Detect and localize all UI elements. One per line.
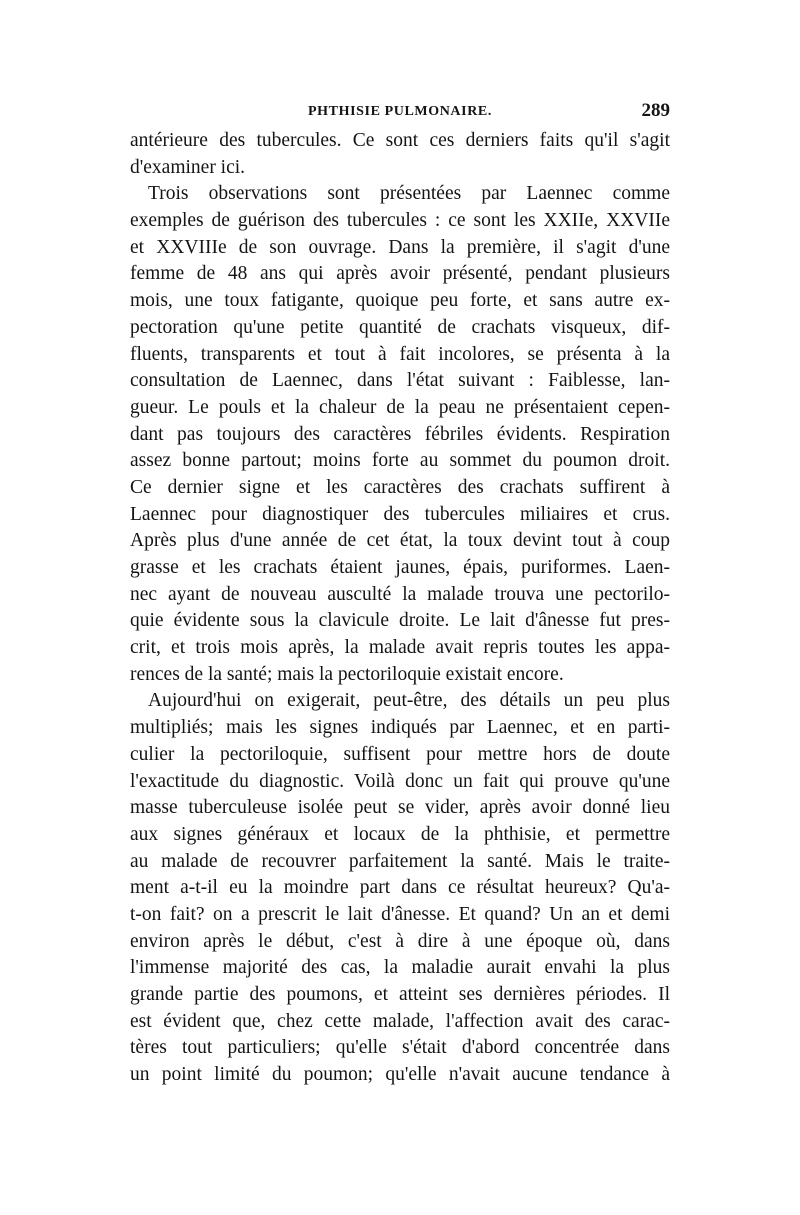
text-line: tères tout particuliers; qu'elle s'était d'abord concentrée dans — [130, 1037, 670, 1059]
text-line: grasse et les crachats étaient jaunes, épais, puriformes. Laen- — [130, 557, 670, 578]
paragraph — [130, 688, 670, 1088]
text-line: grande partie des poumons, et atteint ses dernières périodes. Il — [130, 984, 670, 1005]
paragraph — [130, 128, 670, 181]
text-line: nec ayant de nouveau ausculté la malade trouva une pectorilo- — [130, 583, 670, 605]
text-line: fluents, transparents et tout à fait incolores, se présenta à la — [130, 343, 670, 365]
text-line: et XXVIIIe de son ouvrage. Dans la première, il s'agit d'une — [130, 236, 670, 258]
text-line: Trois observations sont présentées par Laennec comme — [148, 183, 670, 205]
text-line: est évident que, chez cette malade, l'affection avait des carac- — [130, 1010, 670, 1032]
text-line: Après plus d'une année de cet état, la toux devint tout à coup — [130, 530, 670, 552]
text-line: l'immense majorité des cas, la maladie aurait envahi la plus — [130, 957, 670, 979]
text-line: au malade de recouvrer parfaitement la santé. Mais le traite- — [130, 850, 670, 872]
text-line: pectoration qu'une petite quantité de crachats visqueux, dif- — [130, 316, 670, 338]
body-text — [130, 128, 670, 1089]
text-line: Laennec pour diagnostiquer des tubercules miliaires et crus. — [130, 503, 670, 525]
text-line: aux signes généraux et locaux de la phthisie, et permettre — [130, 823, 670, 845]
text-line: dant pas toujours des caractères fébriles évidents. Respiration — [130, 423, 670, 445]
text-line: t-on fait? on a prescrit le lait d'ânesse. Et quand? Un an et demi — [130, 903, 670, 925]
text-line: antérieure des tubercules. Ce sont ces derniers faits qu'il s'agit — [130, 130, 670, 151]
text-line: quie évidente sous la clavicule droite. Le lait d'ânesse fut pres- — [130, 610, 670, 632]
page-number: 289 — [641, 100, 670, 121]
running-head — [130, 100, 670, 124]
text-line: rences de la santé; mais la pectoriloquie existait encore. — [130, 663, 564, 685]
text-line: ment a-t-il eu la moindre part dans ce résultat heureux? Qu'a- — [130, 877, 670, 899]
text-line: crit, et trois mois après, la malade avait repris toutes les appa- — [130, 637, 670, 659]
paragraph — [130, 181, 670, 688]
running-title: PHTHISIE PULMONAIRE. — [308, 104, 492, 119]
text-line: assez bonne partout; moins forte au sommet du poumon droit. — [130, 450, 670, 472]
text-line: l'exactitude du diagnostic. Voilà donc un fait qui prouve qu'une — [130, 770, 670, 792]
text-line: gueur. Le pouls et la chaleur de la peau ne présentaient cepen- — [130, 396, 670, 418]
text-line: masse tuberculeuse isolée peut se vider, après avoir donné lieu — [130, 797, 670, 819]
text-line: consultation de Laennec, dans l'état suivant : Faiblesse, lan- — [130, 370, 670, 392]
text-line: un point limité du poumon; qu'elle n'avait aucune tendance à — [130, 1064, 670, 1086]
text-line: environ après le début, c'est à dire à une époque où, dans — [130, 930, 670, 952]
text-line: Ce dernier signe et les caractères des crachats suffirent à — [130, 476, 670, 498]
text-line: mois, une toux fatigante, quoique peu forte, et sans autre ex- — [130, 290, 670, 312]
text-line: exemples de guérison des tubercules : ce sont les XXIIe, XXVIIe — [130, 210, 670, 232]
text-line: Aujourd'hui on exigerait, peut-être, des détails un peu plus — [148, 690, 670, 712]
text-line: culier la pectoriloquie, suffisent pour mettre hors de doute — [130, 743, 670, 765]
text-line: d'examiner ici. — [130, 156, 246, 178]
text-line: femme de 48 ans qui après avoir présenté, pendant plusieurs — [130, 263, 670, 285]
text-line: multipliés; mais les signes indiqués par Laennec, et en parti- — [130, 717, 670, 739]
